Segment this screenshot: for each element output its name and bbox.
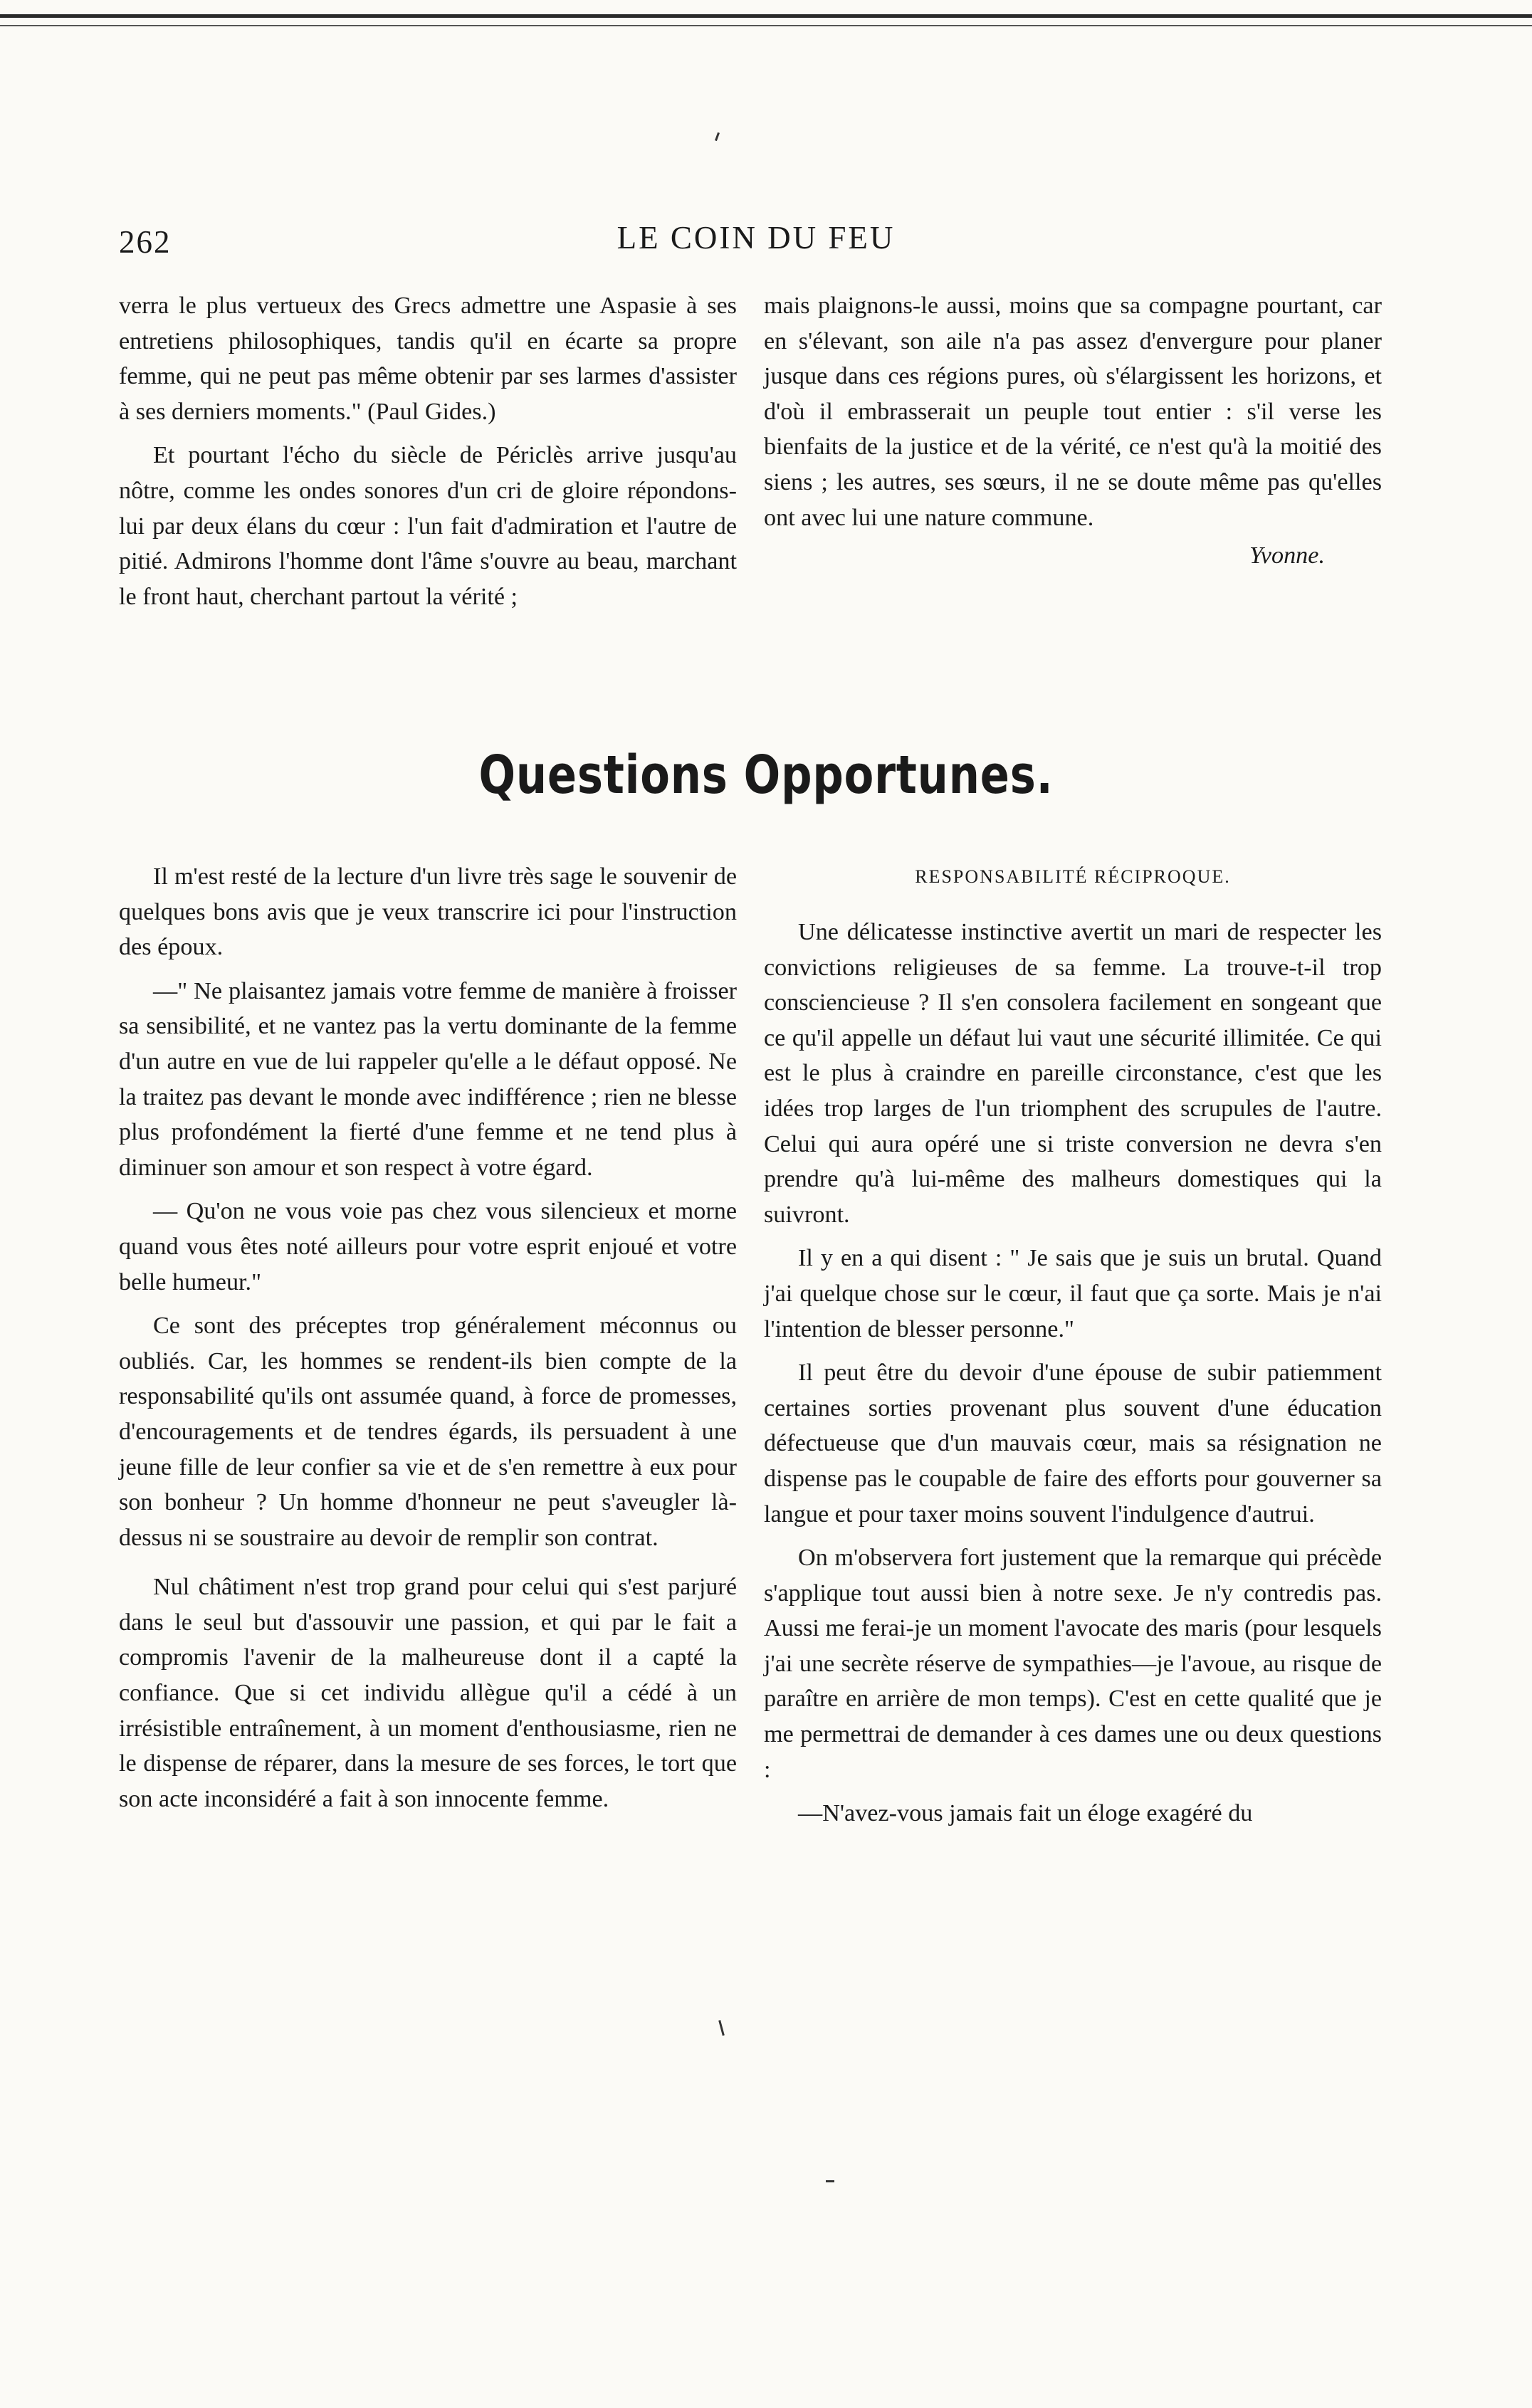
paragraph: Il y en a qui disent : " Je sais que je suis un brutal. Quand j'ai quelque chose sur le cœur, il faut que ça sorte. Mais je n'ai l'intention de blesser personne." [764, 1245, 1382, 1342]
paragraph: Il peut être du devoir d'une épouse de subir patiemment certaines sorties provenant plus souvent d'une éducation défectueuse que d'un mauvais cœur, mais sa résignation ne dispense pas le coupable de faire des efforts pour gouverner sa langue et pour taxer moins souvent l'indulgence d'autrui. [764, 1360, 1382, 1528]
paragraph: Il m'est resté de la lecture d'un livre très sage le souvenir de quelques bons avis que je veux transcrire ici pour l'instruction des époux. [119, 863, 737, 961]
paragraph: verra le plus vertueux des Grecs admettre une Aspasie à ses entretiens philosophiques, tandis qu'il en écarte sa propre femme, qui ne peut pas même obtenir par ses larmes d'assister à ses derniers moments." (Paul Gides.) [119, 293, 737, 425]
ink-speck-bottom [718, 2020, 725, 2036]
top-right-column [764, 288, 1382, 574]
paragraph: —" Ne plaisantez jamais votre femme de manière à froisser sa sensibilité, et ne vantez pas la vertu dominante de la femme d'un autre en vue de lui rappeler qu'elle a le défaut opposé. Ne la traitez pas devant le monde avec indifférence ; rien ne blesse plus profondément la fierté d'une femme et ne tend plus à diminuer son amour et son respect à votre égard. [119, 977, 737, 1181]
section-title: Questions Opportunes. [478, 745, 1054, 806]
paragraph: Ce sont des préceptes trop généralement méconnus ou oubliés. Car, les hommes se rendent-ils bien compte de la responsabilité qu'ils ont assumée quand, à force de promesses, d'encouragements et de tendres égards, ils persuadent à une jeune fille de leur confier sa vie et de s'en remettre à eux pour son bonheur ? Un homme d'honneur ne peut s'aveugler là-dessus ni se soustraire au devoir de remplir son contrat. [119, 1313, 737, 1551]
paragraph: Et pourtant l'écho du siècle de Périclès arrive jusqu'au nôtre, comme les ondes sonores d'un cri de gloire répondons-lui par deux élans du cœur : l'un fait d'admiration et l'autre de pitié. Admirons l'homme dont l'âme s'ouvre au beau, marchant le front haut, cherchant partout la vérité ; [119, 442, 737, 610]
running-title: LE COIN DU FEU [617, 220, 896, 256]
subheading: RESPONSABILITÉ RÉCIPROQUE. [915, 866, 1231, 887]
page-number: 262 [119, 224, 172, 260]
author-signature: Yvonne. [1249, 542, 1325, 569]
paragraph: — Qu'on ne vous voie pas chez vous silencieux et morne quand vous êtes noté ailleurs pour votre esprit enjoué et votre belle humeur." [119, 1198, 737, 1295]
paragraph: Nul châtiment n'est trop grand pour celui qui s'est parjuré dans le seul but d'assouvir une passion, et qui par le fait a compromis l'avenir de la malheureuse dont il a capté la confiance. Que si cet individu allègue qu'il a cédé à un irrésistible entraînement, à un moment d'enthousiasme, rien ne le dispense de réparer, dans la mesure de ses forces, le tort que son acte inconsidéré a fait à son innocente femme. [119, 1574, 737, 1812]
ink-speck-top [715, 132, 720, 141]
top-left-column [119, 288, 737, 614]
paragraph: Une délicatesse instinctive avertit un mari de respecter les convictions religieuses de sa femme. La trouve-t-il trop consciencieuse ? Il s'en consolera facilement en songeant que ce qu'il appelle un défaut lui vaut une sécurité illimitée. Ce qui est le plus à craindre en pareille circonstance, c'est que les idées trop larges de l'un triomphent des scrupules de l'autre. Celui qui aura opéré une si triste conversion ne devra s'en prendre qu'à lui-même des malheurs domestiques qui la suivront. [764, 919, 1382, 1228]
running-header [119, 219, 1393, 262]
paragraph: —N'avez-vous jamais fait un éloge exagéré du [798, 1800, 1253, 1827]
bottom-left-column [119, 859, 737, 1816]
bottom-right-column [764, 859, 1382, 1831]
paragraph: mais plaignons-le aussi, moins que sa compagne pourtant, car en s'élevant, son aile n'a pas assez d'envergure pour planer jusque dans ces régions pures, où s'élargissent les horizons, et d'où il embrasserait un peuple tout entier : s'il verse les bienfaits de la justice et de la vérité, ce n'est qu'à la moitié des siens ; les autres, ses sœurs, il ne se doute même pas qu'elles ont avec lui une nature commune. [764, 293, 1382, 531]
paragraph: On m'observera fort justement que la remarque qui précède s'applique tout aussi bien à notre sexe. Je n'y contredis pas. Aussi me ferai-je un moment l'avocate des maris (pour lesquels j'ai une secrète réserve de sympathies—je l'avoue, au risque de paraître en arrière de mon temps). C'est en cette qualité que je me permettrai de demander à ces dames une ou deux questions : [764, 1545, 1382, 1783]
top-border-rule [0, 14, 1532, 26]
ink-speck-bottom-2 [826, 2180, 834, 2182]
